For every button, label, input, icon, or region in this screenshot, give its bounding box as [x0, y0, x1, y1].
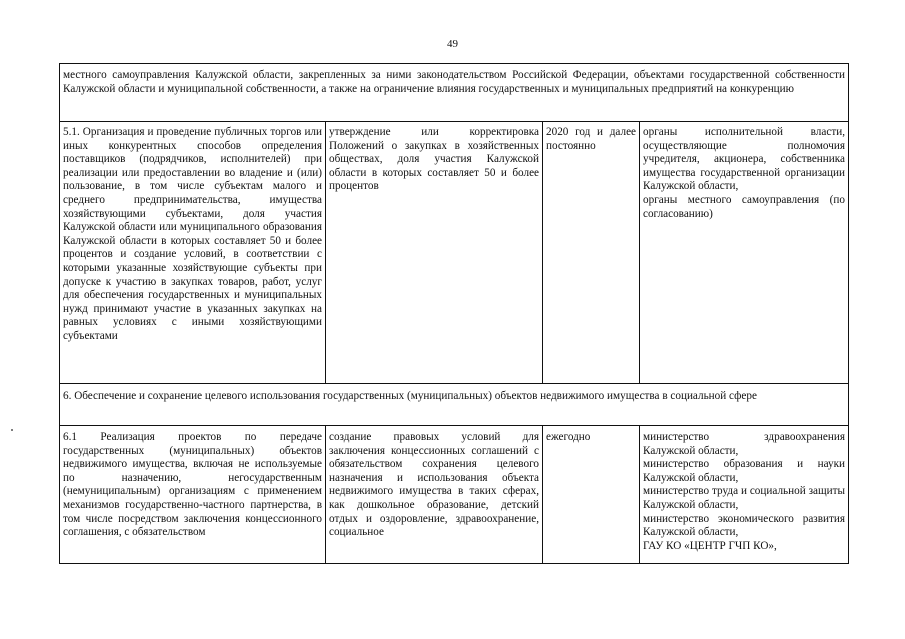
table-row	[60, 122, 849, 384]
measures-table	[59, 63, 849, 564]
section-heading: 6. Обеспечение и сохранение целевого использования государственных (муниципальных) объектов недвижимого имущества в социальной сфере	[60, 384, 849, 426]
measure-cell: 5.1. Организация и проведение публичных торгов или иных конкурентных способов определения поставщиков (подрядчиков, исполнителей) при реализации или предоставлении во владение и (или) пользование, в том числе субъектам малого и среднего предпринимательства, имущества хозяйствующими субъектами, доля участия Калужской области или муниципального образования Калужской области в которых составляет 50 и более процентов и создание условий, в соответствии с которыми указанные хозяйствующие субъекты при допуске к участию в закупках товаров, работ, услуг для обеспечения государственных и муниципальных нужд принимают участие в указанных закупках на равных условиях с иными хозяйствующими субъектами	[60, 122, 326, 384]
result-cell: утверждение или корректировка Положений о закупках в хозяйственных обществах, доля участия Калужской области в которых составляет 50 и более процентов	[326, 122, 543, 384]
measure-cell: 6.1 Реализация проектов по передаче государственных (муниципальных) объектов недвижимого имущества, включая не используемые по назначению, негосударственным (немуниципальным) организациям с применением механизмов государственно-частного партнерства, в том числе посредством заключения концессионного соглашения, с обязательством	[63, 431, 322, 539]
section-heading-row	[60, 384, 849, 426]
deadline-cell: 2020 год и далее постоянно	[543, 122, 640, 384]
deadline-cell: ежегодно	[546, 431, 591, 443]
section-continuation-row	[60, 64, 849, 122]
result-cell: создание правовых условий для заключения концессионных соглашений с обязательством сохранения целевого назначения и использования объекта недвижимого имущества в таких сферах, как дошкольное образование, детский отдых и оздоровление, здравоохранение, социальное	[329, 431, 539, 539]
section-continuation-text: местного самоуправления Калужской области, закрепленных за ними законодательством Российской Федерации, объектами государственной собственности Калужской области и муниципальной собственности, а также на ограничение влияния государственных и муниципальных предприятий на конкуренцию	[60, 64, 849, 122]
table-row	[60, 426, 849, 564]
responsible-cell: министерство здравоохранения Калужской области, министерство образования и науки Калужской области, министерство труда и социальной защиты Калужской области, министерство экономического развития Калужской области, ГАУ КО «ЦЕНТР ГЧП КО»,	[643, 431, 845, 552]
scan-speck	[11, 429, 13, 431]
page-number: 49	[447, 38, 458, 50]
responsible-cell: органы исполнительной власти, осуществляющие полномочия учредителя, акционера, собственника имущества государственной организации Калужской области, органы местного самоуправления (по согласованию)	[640, 122, 849, 384]
